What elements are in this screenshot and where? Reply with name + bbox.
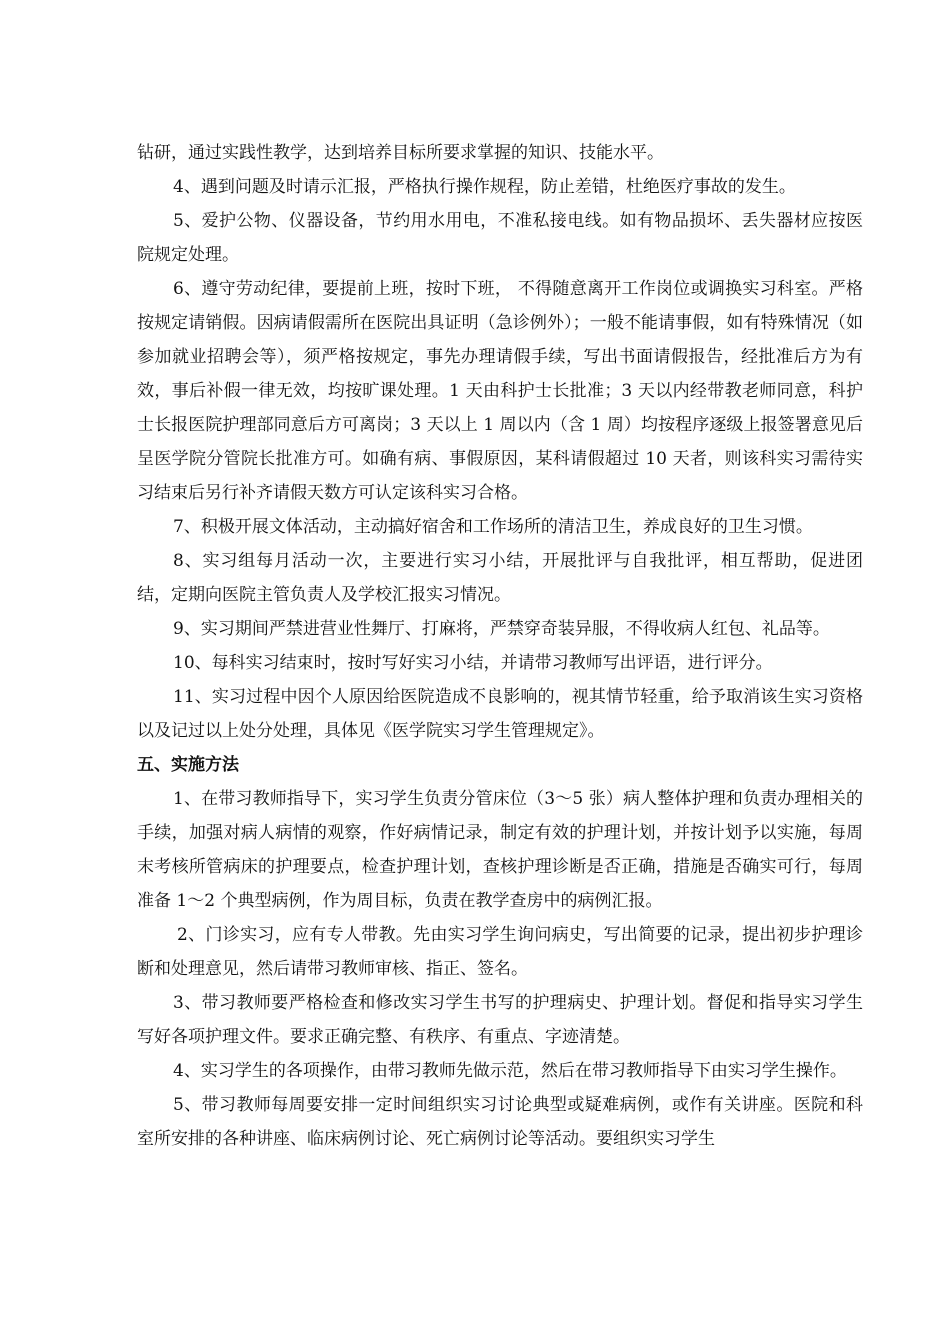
rule-item-8: 8、实习组每月活动一次，主要进行实习小结，开展批评与自我批评，相互帮助，促进团结，定期向医院主管负责人及学校汇报实习情况。 xyxy=(137,551,863,605)
rule-item-5: 5、爱护公物、仪器设备，节约用水用电，不准私接电线。如有物品损坏、丢失器材应按医院规定处理。 xyxy=(137,211,863,265)
rule-item-4: 4、遇到问题及时请示汇报，严格执行操作规程，防止差错，杜绝医疗事故的发生。 xyxy=(173,177,796,197)
method-item-4: 4、实习学生的各项操作，由带习教师先做示范，然后在带习教师指导下由实习学生操作。 xyxy=(173,1061,847,1081)
rule-item-6: 6、遵守劳动纪律，要提前上班，按时下班， 不得随意离开工作岗位或调换实习科室。严格按规定请销假。因病请假需所在医院出具证明（急诊例外）；一般不能请事假，如有特殊情况（如参加就业招聘会等），须严格按规定，事先办理请假手续，写出书面请假报告，经批准后方为有效，事后补假一律无效，均按旷课处理。1 天由科护士长批准；3 天以内经带教老师同意，科护士长报医院护理部同意后方可离岗；3 天以上 1 周以内（含 1 周）均按程序逐级上报签署意见后呈医学院分管院长批准方可。如确有病、事假原因，某科请假超过 10 天者，则该科实习需待实习结束后另行补齐请假天数方可认定该科实习合格。 xyxy=(137,279,863,503)
rule-item-9: 9、实习期间严禁进营业性舞厅、打麻将，严禁穿奇装异服，不得收病人红包、礼品等。 xyxy=(173,619,830,639)
method-item-1: 1、在带习教师指导下，实习学生负责分管床位（3～5 张）病人整体护理和负责办理相关的手续，加强对病人病情的观察，作好病情记录，制定有效的护理计划，并按计划予以实施，每周末考核所管病床的护理要点，检查护理计划，查核护理诊断是否正确，措施是否确实可行，每周准备 1～2 个典型病例，作为周目标，负责在教学查房中的病例汇报。 xyxy=(137,789,863,911)
method-item-3: 3、带习教师要严格检查和修改实习学生书写的护理病史、护理计划。督促和指导实习学生写好各项护理文件。要求正确完整、有秩序、有重点、字迹清楚。 xyxy=(137,993,863,1047)
method-item-5: 5、带习教师每周要安排一定时间组织实习讨论典型或疑难病例，或作有关讲座。医院和科室所安排的各种讲座、临床病例讨论、死亡病例讨论等活动。要组织实习学生 xyxy=(137,1095,863,1149)
rule-item-7: 7、积极开展文体活动，主动搞好宿舍和工作场所的清洁卫生，养成良好的卫生习惯。 xyxy=(173,517,813,537)
rule-item-10: 10、每科实习结束时，按时写好实习小结，并请带习教师写出评语，进行评分。 xyxy=(173,653,773,673)
paragraph-continuation: 钻研，通过实践性教学，达到培养目标所要求掌握的知识、技能水平。 xyxy=(137,143,664,163)
document-page xyxy=(137,136,863,1156)
method-item-2: 2、门诊实习，应有专人带教。先由实习学生询问病史，写出简要的记录，提出初步护理诊断和处理意见，然后请带习教师审核、指正、签名。 xyxy=(137,925,863,979)
section-heading-implementation: 五、实施方法 xyxy=(137,755,239,775)
rule-item-11: 11、实习过程中因个人原因给医院造成不良影响的，视其情节轻重，给予取消该生实习资格以及记过以上处分处理，具体见《医学院实习学生管理规定》。 xyxy=(137,687,863,741)
